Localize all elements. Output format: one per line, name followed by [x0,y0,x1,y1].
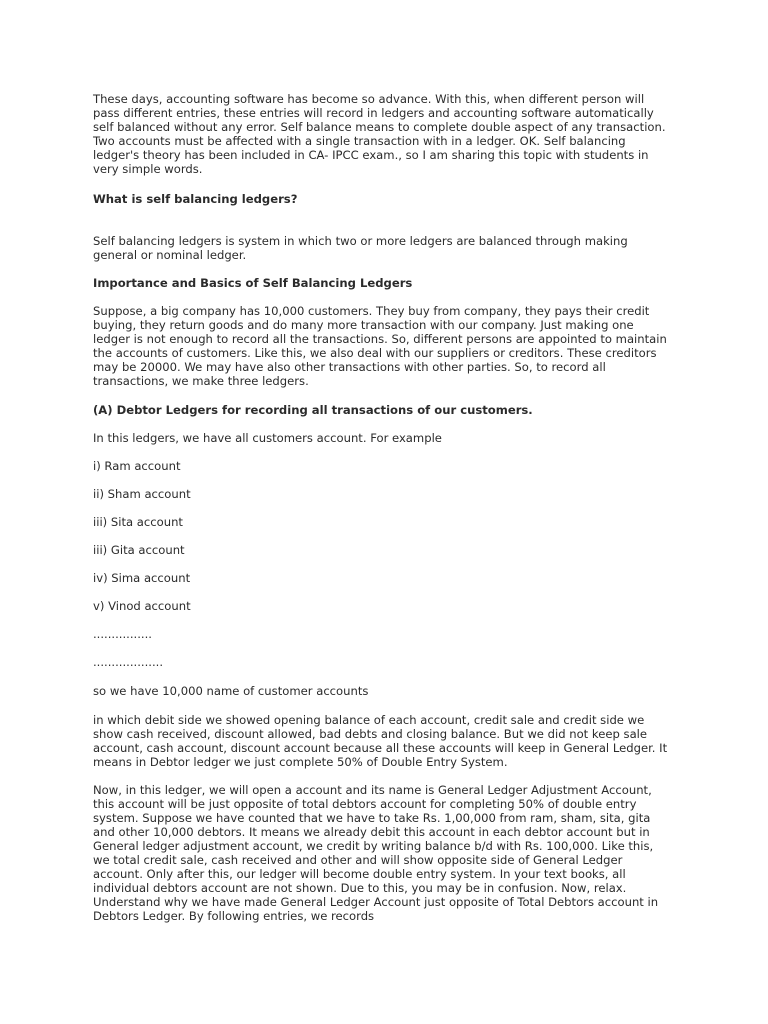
intro-paragraph: These days, accounting software has become so advance. With this, when different person will pass different entries, these entries will record in ledgers and accounting software automatically self balanced without any error. Self balance means to complete double aspect of any transaction. Two accounts must be affected with a single transaction with in a ledger. OK. Self balancing ledger's theory has been included in CA- IPCC exam., so I am sharing this topic with students in very simple words. [93,92,666,176]
list-item: ................ [93,627,152,641]
debtor-intro-paragraph: In this ledgers, we have all customers account. For example [93,431,442,445]
adjustment-paragraph: Now, in this ledger, we will open a account and its name is General Ledger Adjustment Account, this account will be just opposite of total debtors account for completing 50% of double entry system. Suppose we have counted that we have to take Rs. 1,00,000 from ram, sham, sita, gita and other 10,000 debtors. It means we already debit this account in each debtor account but in General ledger adjustment account, we credit by writing balance b/d with Rs. 100,000. Like this, we total credit sale, cash received and other and will show opposite side of General Ledger account. Only after this, our ledger will become double entry system. In your text books, all individual debtors account are not shown. Due to this, you may be in confusion. Now, relax. Understand why we have made General Ledger Account just opposite of Total Debtors account in Debtors Ledger. By following entries, we records [93,783,659,923]
customer-account-list [93,459,191,683]
list-item: ................... [93,655,164,669]
definition-paragraph: Self balancing ledgers is system in which two or more ledgers are balanced through making general or nominal ledger. [93,234,628,262]
heading-what-is: What is self balancing ledgers? [93,192,298,206]
importance-paragraph: Suppose, a big company has 10,000 customers. They buy from company, they pays their credit buying, they return goods and do many more transaction with our company. Just making one ledger is not enough to record all the transactions. So, different persons are appointed to maintain the accounts of customers. Like this, we also deal with our suppliers or creditors. These creditors may be 20000. We may have also other transactions with other parties. So, to record all transactions, we make three ledgers. [93,304,667,388]
debit-side-paragraph: in which debit side we showed opening balance of each account, credit sale and credit side we show cash received, discount allowed, bad debts and closing balance. But we did not keep sale account, cash account, discount account because all these accounts will keep in General Ledger. It means in Debtor ledger we just complete 50% of Double Entry System. [93,713,668,769]
heading-importance: Importance and Basics of Self Balancing Ledgers [93,276,413,290]
list-item: v) Vinod account [93,599,191,613]
list-item: i) Ram account [93,459,181,473]
list-item: iv) Sima account [93,571,191,585]
list-item: ii) Sham account [93,487,191,501]
list-item: iii) Gita account [93,543,185,557]
heading-debtor-ledgers: (A) Debtor Ledgers for recording all transactions of our customers. [93,403,533,417]
list-item: iii) Sita account [93,515,183,529]
summary-paragraph: so we have 10,000 name of customer accounts [93,684,369,698]
